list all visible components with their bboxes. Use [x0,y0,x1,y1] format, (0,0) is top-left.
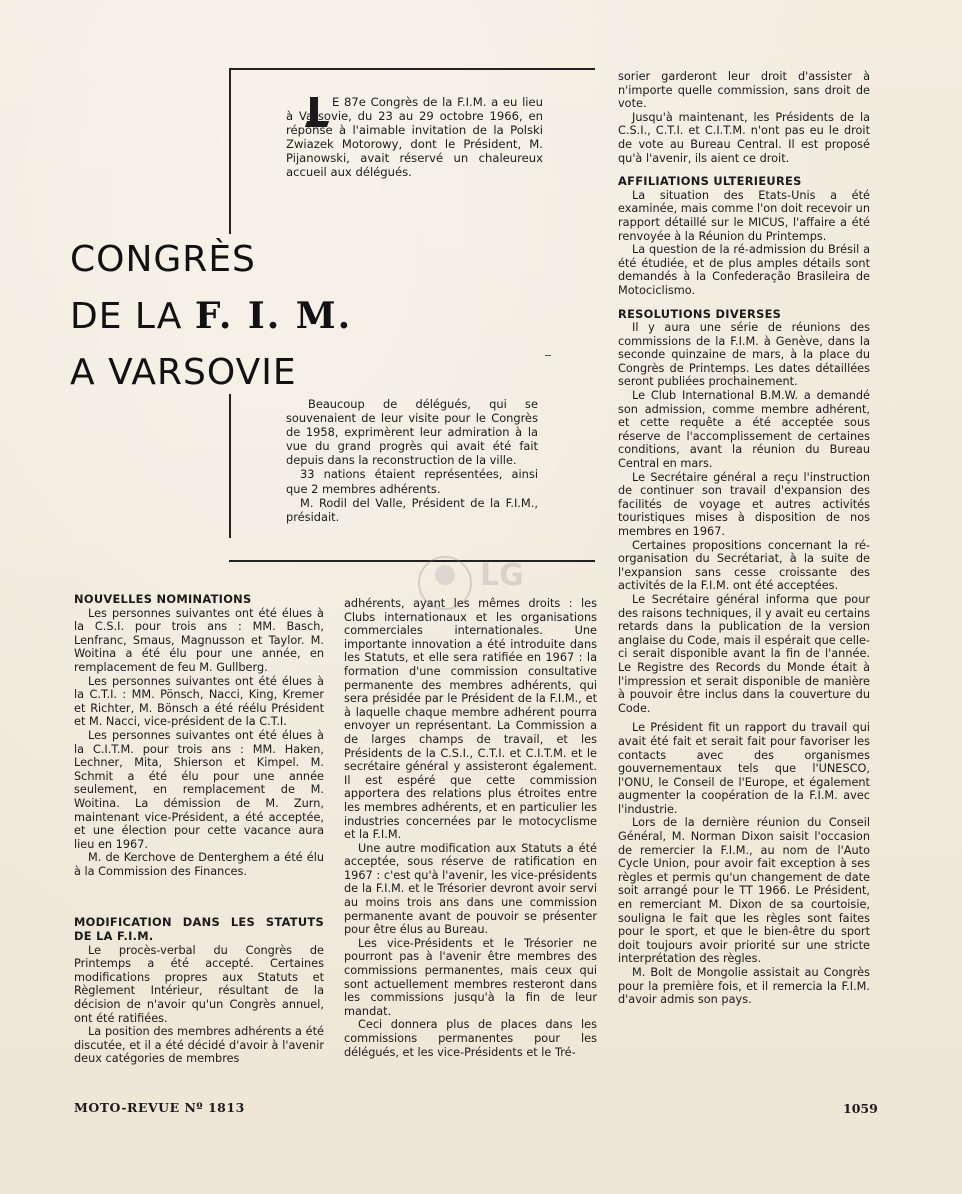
paragraph: Les personnes suivantes ont été élues à la C.T.I. : MM. Pönsch, Nacci, King, Kremer et Richter, M. Bönsch a été réélu Président et M. Nacci, vice-président de la C.T.I. [74,674,324,729]
column-1 [74,593,324,1066]
title-line-3: A VARSOVIE [70,352,297,393]
section-heading: AFFILIATIONS ULTERIEURES [618,174,802,189]
divider-dash [545,355,551,356]
section-heading: MODIFICATION DANS LES STATUTS DE LA F.I.M. [74,915,324,944]
intro-side-text [286,397,538,524]
page-number: 1059 [843,1101,878,1116]
paragraph: La position des membres adhérents a été discutée, et il a été décidé d'avoir à l'avenir deux catégories de membres [74,1025,324,1066]
paragraph: Le Secrétaire général a reçu l'instruction de continuer son travail d'expansion des facilités de voyage et autres activités touristiques mises à disposition de nos membres en 1967. [618,470,870,538]
paragraph: sorier garderont leur droit d'assister à n'importe quelle commission, sans droit de vote. [618,70,870,111]
paragraph: Le procès-verbal du Congrès de Printemps a été accepté. Certaines modifications propres aux Statuts et Règlement Intérieur, résultant de la décision de n'avoir qu'un Congrès annuel, ont été ratifiées. [74,943,324,1025]
title-prefix: DE LA [70,296,183,337]
title-line-1: CONGRÈS [70,239,256,280]
frame-top-rule [229,68,595,70]
article-title [70,232,450,401]
paragraph: Certaines propositions concernant la ré-organisation du Secrétariat, à la suite de l'expansion sans cesse croissante des activités de la F.I.M. ont été acceptées. [618,538,870,593]
column-3 [618,70,870,1007]
section-heading: NOUVELLES NOMINATIONS [74,592,252,606]
side-paragraph: Beaucoup de délégués, qui se souvenaient de leur visite pour le Congrès de 1958, exprimèrent leur admiration à la vue du grand progrès qui avait été fait depuis dans la reconstruction de la ville. [286,397,538,468]
svg-text:LG: LG [480,558,524,593]
side-paragraph: 33 nations étaient représentées, ainsi que 2 membres adhérents. [286,467,538,496]
paragraph: Il y aura une série de réunions des commissions de la F.I.M. à Genève, dans la seconde quinzaine de mars, à la place du Congrès de Printemps. Les dates détaillées seront publiées prochainement. [618,321,870,389]
title-line-2 [70,288,450,345]
paragraph: Ceci donnera plus de places dans les commissions permanentes pour les délégués, et les vice-Présidents et le Tré- [344,1018,597,1059]
paragraph: Les vice-Présidents et le Trésorier ne pourront pas à l'avenir être membres des commissions permanentes, mais ceux qui sont actuellement membres resteront dans les commissions jusqu'à la fin de leur mandat. [344,936,597,1018]
paragraph: Une autre modification aux Statuts a été acceptée, sous réserve de ratification en 1967 : c'est qu'à l'avenir, les vice-présidents de la F.I.M. et le Trésorier devront avoir servi au moins trois ans dans une commission permanente avant de pouvoir se présenter pour être élus au Bureau. [344,841,597,937]
frame-left-rule-bottom [229,394,231,538]
paragraph: La question de la ré-admission du Brésil a été étudiée, et de plus amples détails sont demandés à la Confederação Brasileira de Motociclismo. [618,243,870,297]
magazine-issue: MOTO-REVUE Nº 1813 [74,1100,245,1115]
intro-text: E 87e Congrès de la F.I.M. a eu lieu à Varsovie, du 23 au 29 octobre 1966, en réponse à l'aimable invitation de la Polski Zwiazek Motorowy, dont le Président, M. Pijanowski, avait réservé un chaleureux accueil aux délégués. [286,95,543,180]
section-heading: RESOLUTIONS DIVERSES [618,306,782,321]
paragraph: Le Secrétaire général informa que pour des raisons techniques, il y avait eu certains retards dans la publication de la version anglaise du Code, mais il espérait que celle-ci serait disponible avant la fin de l'année. Le Registre des Records du Monde était à l'impression et serait disponible de manière à pouvoir être inclus dans la couverture du Code. [618,592,871,715]
side-paragraph: M. Rodil del Valle, Président de la F.I.M., présidait. [286,495,538,524]
paragraph: Les personnes suivantes ont été élues à la C.I.T.M. pour trois ans : MM. Haken, Lechner, Mita, Shierson et Kimpel. M. Schmit a été élu pour une année seulement, en remplacement de M. Woitina. La démission de M. Zurn, maintenant vice-Président, a été acceptée, et une élection pour cette vacance aura lieu en 1967. [74,728,324,851]
paragraph: La situation des Etats-Unis a été examinée, mais comme l'on doit recevoir un rapport détaillé sur le MICUS, l'affaire a été renvoyée à la Réunion du Printemps. [618,188,870,243]
paragraph: M. Bolt de Mongolie assistait au Congrès pour la première fois, et il remercia la F.I.M. d'avoir admis son pays. [618,966,870,1007]
intro-paragraph [286,95,543,180]
paragraph: Le Club International B.M.W. a demandé son admission, comme membre adhérent, et cette requête a été acceptée sous réserve de l'accomplissement de certaines conditions, avant la réunion du Bureau Central en mars. [618,389,870,471]
paragraph: Le Président fit un rapport du travail qui avait été fait et serait fait pour favoriser les contacts avec des organismes gouvernementaux tels que l'UNESCO, l'ONU, le Conseil de l'Europe, et également augmenter la coopération de la F.I.M. avec l'industrie. [618,721,870,816]
paragraph: Jusqu'à maintenant, les Présidents de la C.S.I., C.T.I. et C.I.T.M. n'ont pas eu le droit de vote au Bureau Central. Il est proposé qu'à l'avenir, ils aient ce droit. [618,110,870,165]
paragraph: adhérents, ayant les mêmes droits : les Clubs internationaux et les organisations commerciales internationales. Une importante innovation a été introduite dans les Statuts, et elle sera ratifiée en 1967 : la formation d'une commission consultative permanente des membres adhérents, qui sera présidée par le Président de la F.I.M., et à laquelle chaque membre adhérent pourra envoyer un représentant. La Commission a de larges champs de travail, et les Présidents de la C.S.I., C.T.I. et C.I.T.M. et le secrétaire général y assisteront également. Il est espéré que cette commission apportera des relations plus étroites entre les membres adhérents, et en particulier les industries concernées par le motocyclisme et la F.I.M. [344,597,597,842]
frame-left-rule-top [229,68,231,234]
column-2 [344,597,597,1059]
paragraph: Les personnes suivantes ont été élues à la C.S.I. pour trois ans : MM. Basch, Lenfranc, Smaus, Magnusson et Taylor. M. Woitina a été élu pour une année, en remplacement de feu M. Gullberg. [74,606,324,674]
paragraph: M. de Kerchove de Denterghem a été élu à la Commission des Finances. [74,851,324,878]
title-fim: F. I. M. [194,295,353,337]
paragraph: Lors de la dernière réunion du Conseil Général, M. Norman Dixon saisit l'occasion de remercier la F.I.M., au nom de l'Auto Cycle Union, pour avoir fait exception à ses règles et permis qu'un changement de date soit arrangé pour le TT 1966. Le Président, en remerciant M. Dixon de sa courtoisie, souligna le fait que les règles sont faites pour le sport, et que le bien-être du sport doit toujours avoir priorité sur une stricte interprétation des règles. [618,816,870,966]
